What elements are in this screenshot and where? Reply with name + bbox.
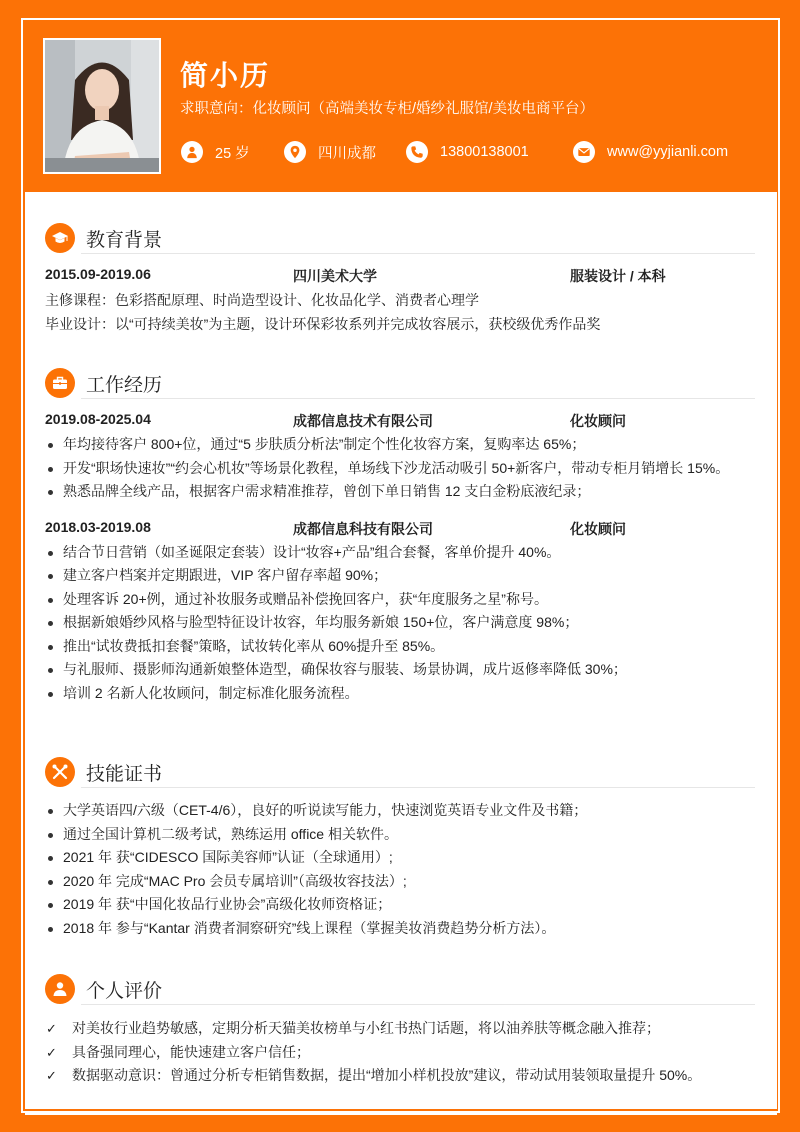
company-name: 成都信息技术有限公司	[293, 413, 433, 429]
bottom-rule	[25, 1112, 777, 1115]
graduation-cap-icon	[45, 223, 75, 253]
section-title: 工作经历	[86, 375, 163, 396]
location-icon	[284, 141, 306, 163]
candidate-name: 简小历	[180, 60, 271, 91]
list-item: 结合节日营销（如圣诞限定套装）设计“妆容+产品”组合套餐，客单价提升 40%。	[45, 541, 755, 565]
contact-phone	[406, 138, 529, 166]
check-icon: ✓	[46, 1044, 57, 1060]
section-title: 个人评价	[86, 981, 163, 1002]
job-intent: 求职意向：化妆顾问（高端美妆专柜/婚纱礼服馆/美妆电商平台）	[180, 101, 595, 117]
school-name: 四川美术大学	[293, 268, 377, 284]
contact-email	[573, 138, 728, 166]
job-row	[45, 517, 755, 541]
list-item: 开发“职场快速妆”“约会心机妆”等场景化教程，单场线下沙龙活动吸引 50+新客户，带动专柜月销增长 15%。	[45, 457, 755, 481]
list-item: 处理客诉 20+例，通过补妆服务或赠品补偿挽回客户，获“年度服务之星”称号。	[45, 588, 755, 612]
section-divider	[81, 787, 755, 788]
profile-photo	[43, 38, 161, 174]
contact-city	[284, 138, 376, 166]
list-item: ✓ 对美妆行业趋势敏感，定期分析天猫美妆榜单与小红书热门话题，将以油养肤等概念融入推荐；	[45, 1017, 755, 1041]
list-item: 通过全国计算机二级考试，熟练运用 office 相关软件。	[45, 823, 755, 847]
city-text: 四川成都	[318, 145, 376, 162]
list-item: 根据新娘婚纱风格与脸型特征设计妆容，年均服务新娘 150+位，客户满意度 98%；	[45, 611, 755, 635]
courses-text: 主修课程：色彩搭配原理、时尚造型设计、化妆品化学、消费者心理学	[45, 292, 479, 308]
work-section	[45, 368, 755, 705]
mail-icon	[573, 141, 595, 163]
job-date: 2019.08-2025.04	[45, 411, 151, 427]
section-title: 技能证书	[86, 764, 163, 785]
list-item: ✓ 具备强同理心，能快速建立客户信任；	[45, 1041, 755, 1065]
check-icon: ✓	[46, 1021, 57, 1036]
evaluation-section	[45, 974, 755, 1088]
section-title: 教育背景	[86, 230, 163, 251]
section-divider	[81, 1004, 755, 1005]
education-row	[45, 264, 755, 288]
list-item: 建立客户档案并定期跟进，VIP 客户留存率超 90%；	[45, 564, 755, 588]
skills-list	[45, 799, 755, 940]
education-date: 2015.09-2019.06	[45, 266, 151, 282]
list-item: 推出“试妆费抵扣套餐”策略，试妆转化率从 60%提升至 85%。	[45, 635, 755, 659]
education-section	[45, 223, 755, 336]
company-name: 成都信息科技有限公司	[293, 520, 433, 537]
user-icon	[181, 141, 203, 163]
tools-icon	[45, 757, 75, 787]
list-item: 2020 年 完成“MAC Pro 会员专属培训”（高级妆容技法）;	[45, 870, 755, 894]
evaluation-list	[45, 1017, 755, 1088]
list-item: 培训 2 名新人化妆顾问，制定标准化服务流程。	[45, 682, 755, 706]
person-icon	[45, 974, 75, 1004]
job-role: 化妆顾问	[570, 520, 626, 537]
job-duties	[45, 433, 755, 504]
job-date: 2018.03-2019.08	[45, 518, 151, 535]
job-duties	[45, 541, 755, 706]
contact-age	[181, 138, 250, 166]
list-item: 2018 年 参与“Kantar 消费者洞察研究”线上课程（掌握美妆消费趋势分析方法）。	[45, 917, 755, 941]
section-divider	[81, 253, 755, 254]
email-text[interactable]: www@yyjianli.com	[607, 144, 729, 160]
section-divider	[81, 398, 755, 399]
job-row	[45, 409, 755, 433]
list-item: 2021 年 获“CIDESCO 国际美容师”认证（全球通用）;	[45, 846, 755, 870]
list-item: 大学英语四/六级（CET-4/6），良好的听说读写能力，快速浏览英语专业文件及书籍；	[45, 799, 755, 823]
project-text: 毕业设计：以“可持续美妆”为主题，设计环保彩妆系列并完成妆容展示，获校级优秀作品奖	[45, 316, 601, 332]
list-item: 年均接待客户 800+位，通过“5 步肤质分析法”制定个性化妆容方案，复购率达 65%；	[45, 433, 755, 457]
skills-section	[45, 757, 755, 940]
list-item: 2019 年 获“中国化妆品行业协会”高级化妆师资格证；	[45, 893, 755, 917]
job-role: 化妆顾问	[570, 413, 626, 429]
phone-icon	[406, 141, 428, 163]
list-item: 与礼服师、摄影师沟通新娘整体造型，确保妆容与服装、场景协调，成片返修率降低 30%；	[45, 658, 755, 682]
list-item: 熟悉品牌全线产品，根据客户需求精准推荐，曾创下单日销售 12 支白金粉底液纪录；	[45, 480, 755, 504]
phone-text[interactable]: 13800138001	[440, 144, 529, 160]
major-degree: 服装设计 / 本科	[570, 268, 666, 284]
briefcase-icon	[45, 368, 75, 398]
list-item: ✓ 数据驱动意识：曾通过分析专柜销售数据，提出“增加小样机投放”建议，带动试用装领取量提升 50%。	[45, 1064, 755, 1088]
age-text: 25 岁	[215, 145, 250, 162]
check-icon: ✓	[46, 1068, 57, 1083]
